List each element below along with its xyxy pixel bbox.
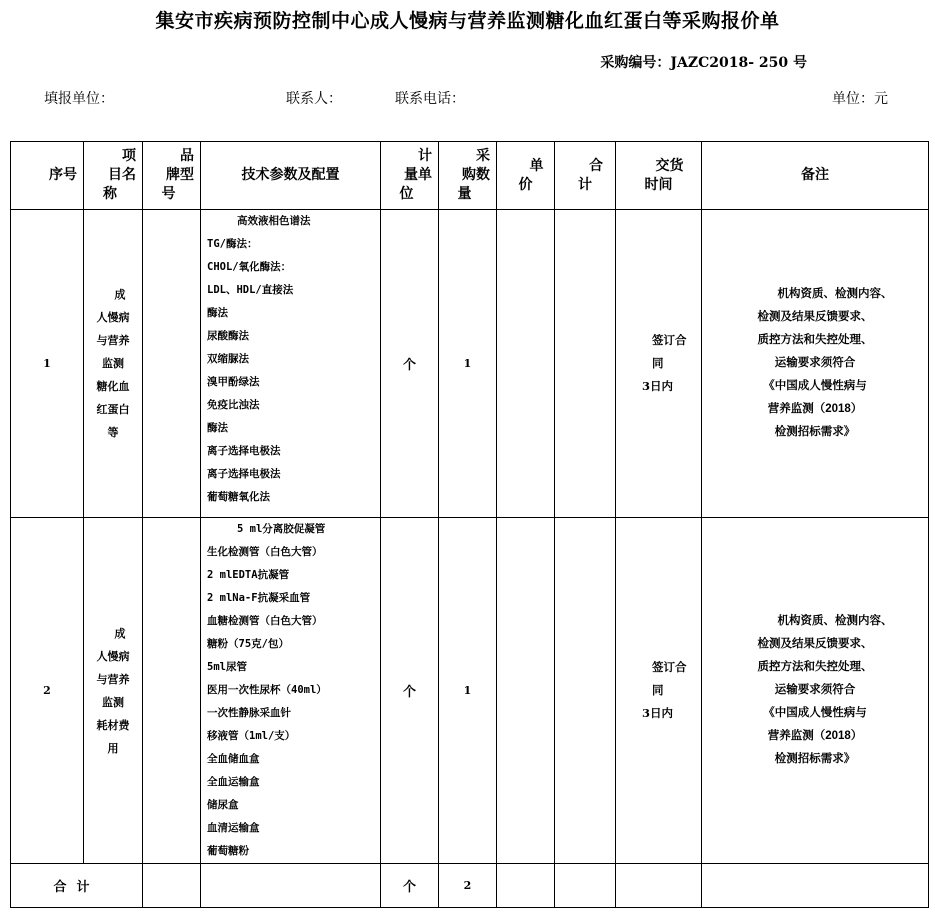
currency-unit-label: 单位：元 <box>832 91 888 107</box>
table-total-row <box>11 864 929 908</box>
table-header-row <box>11 142 929 210</box>
col-remarks-header: 备注 <box>702 142 929 210</box>
spec-line: TG/酶法： <box>207 238 258 250</box>
spec-line: 双缩脲法 <box>207 353 249 365</box>
spec-line: 离子选择电极法 <box>207 468 281 480</box>
col-seq-header: 序号 <box>11 142 84 210</box>
col-brand-header: 品 牌型 号 <box>143 142 201 210</box>
spec-line: 酶法 <box>207 422 228 434</box>
procurement-number: 采购编号：JAZC2018- 250 号 <box>600 55 807 71</box>
col-spec-header: 技术参数及配置 <box>201 142 381 210</box>
row-delivery-time: 签订合 同 3日内 <box>616 518 702 864</box>
row-unit: 个 <box>381 210 439 518</box>
spec-line: 葡萄糖氧化法 <box>207 491 270 503</box>
spec-line: 医用一次性尿杯（40ml） <box>207 684 327 696</box>
spec-line: 溴甲酚绿法 <box>207 376 260 388</box>
spec-line: 2 mlNa-F抗凝采血管 <box>207 592 311 604</box>
reporting-unit-label: 填报单位： <box>44 91 114 107</box>
spec-line: 高效液相色谱法 <box>237 215 311 227</box>
spec-line: 糖粉（75克/包） <box>207 638 289 650</box>
total-unit: 个 <box>381 864 439 908</box>
col-subtotal-header: 合 计 <box>555 142 616 210</box>
spec-line: 5ml尿管 <box>207 661 247 673</box>
total-subtotal <box>555 864 616 908</box>
spec-line: 生化检测管（白色大管） <box>207 546 323 558</box>
total-brand <box>143 864 201 908</box>
row-brand <box>143 210 201 518</box>
spec-line: 一次性静脉采血针 <box>207 707 291 719</box>
spec-line: 酶法 <box>207 307 228 319</box>
row-spec-list <box>201 210 381 518</box>
total-unit-price <box>497 864 555 908</box>
row-remarks: 机构资质、检测内容、 检测及结果反馈要求、 质控方法和失控处理、 运输要求须符合 《中国成人慢性病与 营养监测（2018） 检测招标需求》 <box>702 210 929 518</box>
row-qty: 1 <box>439 210 497 518</box>
spec-line: 免疫比浊法 <box>207 399 260 411</box>
row-remarks: 机构资质、检测内容、 检测及结果反馈要求、 质控方法和失控处理、 运输要求须符合 《中国成人慢性病与 营养监测（2018） 检测招标需求》 <box>702 518 929 864</box>
table-row <box>11 518 929 864</box>
spec-line: 5 ml分离胶促凝管 <box>237 523 326 535</box>
row-brand <box>143 518 201 864</box>
table-row <box>11 210 929 518</box>
spec-line: 移液管（1ml/支） <box>207 730 296 742</box>
spec-line: 血糖检测管（白色大管） <box>207 615 323 627</box>
row-item-name: 成 人慢病 与营养 监测 耗材费 用 <box>84 518 143 864</box>
row-seq: 1 <box>11 210 84 518</box>
row-unit-price <box>497 210 555 518</box>
total-label: 合计 <box>11 864 143 908</box>
col-item-name-header: 项 目名 称 <box>84 142 143 210</box>
total-spec <box>201 864 381 908</box>
quotation-table <box>10 141 929 908</box>
row-seq: 2 <box>11 518 84 864</box>
spec-line: 全血运输盒 <box>207 776 260 788</box>
row-spec-list <box>201 518 381 864</box>
row-subtotal <box>555 210 616 518</box>
col-delivery-header: 交货 时间 <box>616 142 702 210</box>
col-unit-header: 计 量单 位 <box>381 142 439 210</box>
total-qty: 2 <box>439 864 497 908</box>
total-remarks <box>702 864 929 908</box>
col-unit-price-header: 单 价 <box>497 142 555 210</box>
row-unit: 个 <box>381 518 439 864</box>
document-title: 集安市疾病预防控制中心成人慢病与营养监测糖化血红蛋白等采购报价单 <box>155 10 780 32</box>
spec-line: 离子选择电极法 <box>207 445 281 457</box>
row-item-name: 成 人慢病 与营养 监测 糖化血 红蛋白 等 <box>84 210 143 518</box>
row-unit-price <box>497 518 555 864</box>
spec-line: 全血储血盒 <box>207 753 260 765</box>
row-subtotal <box>555 518 616 864</box>
spec-line: 葡萄糖粉 <box>207 845 249 857</box>
col-qty-header: 采 购数 量 <box>439 142 497 210</box>
total-delivery <box>616 864 702 908</box>
spec-line: 储尿盒 <box>207 799 239 811</box>
row-delivery-time: 签订合 同 3日内 <box>616 210 702 518</box>
contact-phone-label: 联系电话： <box>395 91 465 107</box>
spec-line: CHOL/氧化酶法： <box>207 261 292 273</box>
spec-line: 血清运输盒 <box>207 822 260 834</box>
spec-line: 2 mlEDTA抗凝管 <box>207 569 290 581</box>
spec-line: LDL、HDL/直接法 <box>207 284 294 296</box>
spec-line: 尿酸酶法 <box>207 330 249 342</box>
row-qty: 1 <box>439 518 497 864</box>
contact-person-label: 联系人： <box>286 91 342 107</box>
